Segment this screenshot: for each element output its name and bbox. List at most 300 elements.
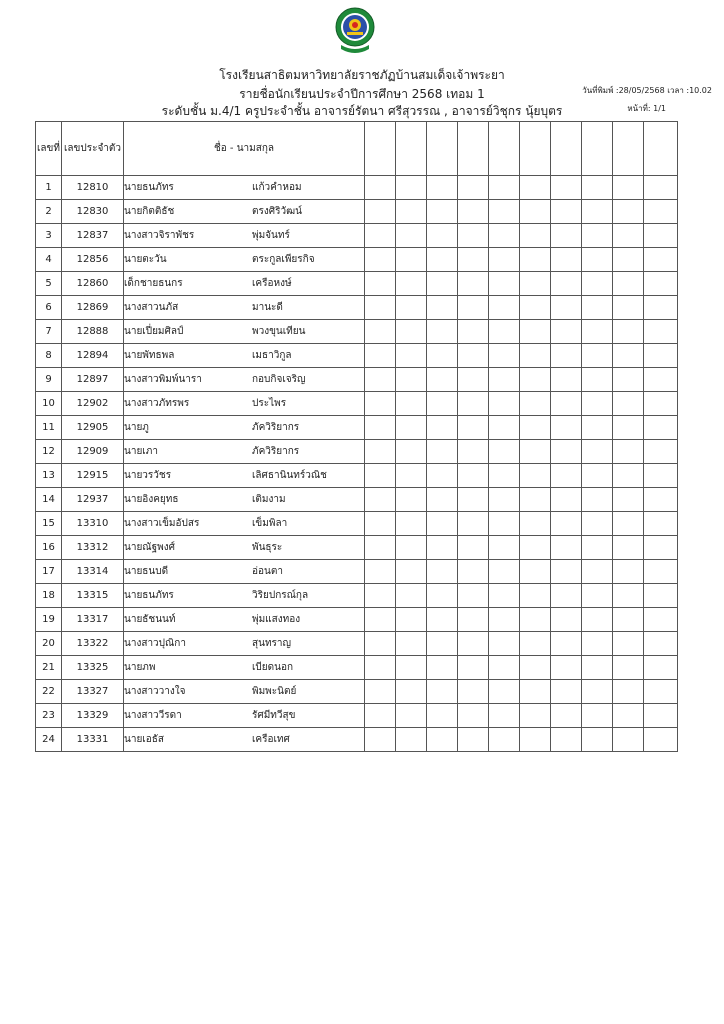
table-row bbox=[36, 488, 678, 512]
student-name bbox=[124, 416, 365, 440]
blank-cell bbox=[489, 488, 520, 512]
blank-cell bbox=[396, 224, 427, 248]
table-row bbox=[36, 392, 678, 416]
blank-cell bbox=[427, 296, 458, 320]
blank-cell bbox=[582, 224, 613, 248]
blank-cell bbox=[644, 560, 678, 584]
row-number: 23 bbox=[36, 704, 62, 728]
blank-cell bbox=[613, 248, 644, 272]
student-name bbox=[124, 512, 365, 536]
blank-cell bbox=[365, 272, 396, 296]
blank-cell bbox=[520, 464, 551, 488]
blank-cell bbox=[365, 512, 396, 536]
student-name bbox=[124, 248, 365, 272]
first-name: นางสาวนภัส bbox=[124, 302, 179, 313]
school-name: โรงเรียนสาธิตมหาวิทยาลัยราชภัฏบ้านสมเด็จเจ้าพระยา bbox=[219, 68, 505, 82]
last-name: แก้วคำหอม bbox=[252, 182, 302, 193]
blank-cell bbox=[427, 680, 458, 704]
blank-cell bbox=[520, 560, 551, 584]
student-id: 13331 bbox=[62, 728, 124, 752]
row-number: 3 bbox=[36, 224, 62, 248]
first-name: นายธนภัทร bbox=[124, 590, 174, 601]
row-number: 8 bbox=[36, 344, 62, 368]
blank-cell bbox=[427, 608, 458, 632]
class-info: ระดับชั้น ม.4/1 ครูประจำชั้น อาจารย์รัตนา ศรีสุวรรณ , อาจารย์วิชุกร นุ้ยบุตร bbox=[161, 104, 563, 118]
blank-cell bbox=[427, 632, 458, 656]
blank-cell bbox=[396, 368, 427, 392]
blank-cell bbox=[613, 560, 644, 584]
table-row bbox=[36, 248, 678, 272]
blank-cell bbox=[520, 344, 551, 368]
last-name: รัศมีทวีสุข bbox=[252, 710, 296, 721]
blank-cell bbox=[613, 704, 644, 728]
blank-cell bbox=[613, 488, 644, 512]
first-name: นายวรวัชร bbox=[124, 470, 172, 481]
student-name bbox=[124, 608, 365, 632]
blank-cell bbox=[396, 680, 427, 704]
table-row bbox=[36, 704, 678, 728]
blank-cell bbox=[551, 608, 582, 632]
table-row bbox=[36, 440, 678, 464]
blank-cell bbox=[427, 392, 458, 416]
blank-cell bbox=[644, 368, 678, 392]
blank-cell bbox=[644, 680, 678, 704]
student-name bbox=[124, 440, 365, 464]
student-id: 13325 bbox=[62, 656, 124, 680]
table-row bbox=[36, 296, 678, 320]
blank-cell bbox=[551, 392, 582, 416]
blank-cell bbox=[613, 464, 644, 488]
blank-cell bbox=[458, 536, 489, 560]
blank-cell bbox=[613, 512, 644, 536]
row-number: 14 bbox=[36, 488, 62, 512]
blank-cell bbox=[396, 248, 427, 272]
table-row bbox=[36, 320, 678, 344]
blank-cell bbox=[644, 608, 678, 632]
blank-cell bbox=[365, 608, 396, 632]
first-name: นายณัฐพงศ์ bbox=[124, 542, 175, 553]
last-name: ตระกูลเพียรกิจ bbox=[252, 254, 315, 265]
blank-cell bbox=[396, 344, 427, 368]
blank-cell bbox=[613, 632, 644, 656]
blank-cell bbox=[520, 440, 551, 464]
student-name bbox=[124, 176, 365, 200]
blank-cell bbox=[458, 176, 489, 200]
blank-cell bbox=[551, 656, 582, 680]
blank-cell bbox=[458, 680, 489, 704]
table-row bbox=[36, 200, 678, 224]
blank-cell bbox=[551, 488, 582, 512]
last-name: สุนทราญ bbox=[252, 638, 292, 649]
last-name: เมธาวิกูล bbox=[252, 350, 292, 361]
blank-cell bbox=[520, 248, 551, 272]
blank-cell bbox=[458, 512, 489, 536]
blank-cell bbox=[613, 416, 644, 440]
blank-cell bbox=[396, 392, 427, 416]
header-blank bbox=[427, 122, 458, 176]
header-name: ชื่อ - นามสกุล bbox=[124, 122, 365, 176]
blank-cell bbox=[489, 680, 520, 704]
first-name: นายธนภัทร bbox=[124, 182, 174, 193]
blank-cell bbox=[582, 704, 613, 728]
blank-cell bbox=[458, 728, 489, 752]
first-name: นางสาวจิราพัชร bbox=[124, 230, 195, 241]
blank-cell bbox=[613, 176, 644, 200]
blank-cell bbox=[582, 632, 613, 656]
blank-cell bbox=[582, 584, 613, 608]
blank-cell bbox=[365, 416, 396, 440]
table-row bbox=[36, 632, 678, 656]
blank-cell bbox=[582, 728, 613, 752]
blank-cell bbox=[365, 296, 396, 320]
student-id: 12810 bbox=[62, 176, 124, 200]
row-number: 24 bbox=[36, 728, 62, 752]
student-name bbox=[124, 368, 365, 392]
blank-cell bbox=[489, 248, 520, 272]
blank-cell bbox=[582, 560, 613, 584]
blank-cell bbox=[520, 272, 551, 296]
blank-cell bbox=[489, 704, 520, 728]
row-number: 2 bbox=[36, 200, 62, 224]
blank-cell bbox=[582, 656, 613, 680]
blank-cell bbox=[551, 464, 582, 488]
blank-cell bbox=[582, 176, 613, 200]
blank-cell bbox=[551, 320, 582, 344]
blank-cell bbox=[582, 272, 613, 296]
student-id: 13329 bbox=[62, 704, 124, 728]
student-id: 13312 bbox=[62, 536, 124, 560]
last-name: พุ่มจันทร์ bbox=[252, 230, 290, 241]
first-name: นายเอธัส bbox=[124, 734, 164, 745]
blank-cell bbox=[644, 512, 678, 536]
blank-cell bbox=[396, 488, 427, 512]
blank-cell bbox=[613, 536, 644, 560]
header-blank bbox=[644, 122, 678, 176]
blank-cell bbox=[427, 344, 458, 368]
student-id: 12830 bbox=[62, 200, 124, 224]
row-number: 22 bbox=[36, 680, 62, 704]
blank-cell bbox=[520, 200, 551, 224]
blank-cell bbox=[582, 536, 613, 560]
student-name bbox=[124, 464, 365, 488]
blank-cell bbox=[458, 392, 489, 416]
first-name: นายพัทธพล bbox=[124, 350, 175, 361]
blank-cell bbox=[458, 320, 489, 344]
blank-cell bbox=[458, 656, 489, 680]
blank-cell bbox=[551, 344, 582, 368]
last-name: เข็มพิลา bbox=[252, 518, 288, 529]
student-id: 12909 bbox=[62, 440, 124, 464]
blank-cell bbox=[582, 488, 613, 512]
student-name bbox=[124, 272, 365, 296]
blank-cell bbox=[644, 416, 678, 440]
blank-cell bbox=[551, 632, 582, 656]
blank-cell bbox=[582, 344, 613, 368]
blank-cell bbox=[427, 560, 458, 584]
row-number: 6 bbox=[36, 296, 62, 320]
blank-cell bbox=[365, 440, 396, 464]
blank-cell bbox=[520, 296, 551, 320]
blank-cell bbox=[489, 512, 520, 536]
blank-cell bbox=[613, 608, 644, 632]
row-number: 10 bbox=[36, 392, 62, 416]
blank-cell bbox=[520, 728, 551, 752]
first-name: นางสาววางใจ bbox=[124, 686, 186, 697]
blank-cell bbox=[551, 728, 582, 752]
student-name bbox=[124, 656, 365, 680]
first-name: นายภู bbox=[124, 422, 149, 433]
student-id: 12888 bbox=[62, 320, 124, 344]
blank-cell bbox=[489, 224, 520, 248]
table-row bbox=[36, 680, 678, 704]
blank-cell bbox=[551, 512, 582, 536]
student-name bbox=[124, 392, 365, 416]
student-name bbox=[124, 680, 365, 704]
blank-cell bbox=[489, 368, 520, 392]
blank-cell bbox=[427, 536, 458, 560]
row-number: 9 bbox=[36, 368, 62, 392]
header-blank bbox=[551, 122, 582, 176]
last-name: พวงขุนเทียน bbox=[252, 326, 306, 337]
blank-cell bbox=[582, 680, 613, 704]
blank-cell bbox=[489, 728, 520, 752]
blank-cell bbox=[613, 344, 644, 368]
blank-cell bbox=[458, 584, 489, 608]
blank-cell bbox=[458, 200, 489, 224]
blank-cell bbox=[582, 464, 613, 488]
student-name bbox=[124, 704, 365, 728]
last-name: เติมงาม bbox=[252, 494, 286, 505]
blank-cell bbox=[489, 320, 520, 344]
blank-cell bbox=[582, 608, 613, 632]
blank-cell bbox=[644, 584, 678, 608]
blank-cell bbox=[644, 656, 678, 680]
row-number: 4 bbox=[36, 248, 62, 272]
blank-cell bbox=[427, 320, 458, 344]
student-id: 13317 bbox=[62, 608, 124, 632]
table-row bbox=[36, 584, 678, 608]
blank-cell bbox=[582, 296, 613, 320]
blank-cell bbox=[613, 680, 644, 704]
blank-cell bbox=[520, 704, 551, 728]
first-name: นางสาวเข็มอัปสร bbox=[124, 518, 200, 529]
blank-cell bbox=[427, 512, 458, 536]
first-name: นายตะวัน bbox=[124, 254, 167, 265]
blank-cell bbox=[489, 296, 520, 320]
last-name: พันธุระ bbox=[252, 542, 283, 553]
blank-cell bbox=[365, 704, 396, 728]
blank-cell bbox=[365, 536, 396, 560]
blank-cell bbox=[551, 584, 582, 608]
blank-cell bbox=[520, 224, 551, 248]
header-blank bbox=[520, 122, 551, 176]
row-number: 19 bbox=[36, 608, 62, 632]
blank-cell bbox=[396, 272, 427, 296]
blank-cell bbox=[644, 176, 678, 200]
school-logo bbox=[335, 7, 375, 55]
blank-cell bbox=[520, 488, 551, 512]
student-id: 12897 bbox=[62, 368, 124, 392]
table-row bbox=[36, 728, 678, 752]
blank-cell bbox=[427, 224, 458, 248]
blank-cell bbox=[520, 536, 551, 560]
student-id: 12860 bbox=[62, 272, 124, 296]
blank-cell bbox=[582, 248, 613, 272]
blank-cell bbox=[365, 176, 396, 200]
last-name: พุ่มแสงทอง bbox=[252, 614, 301, 625]
student-id: 13327 bbox=[62, 680, 124, 704]
first-name: นางสาววีรดา bbox=[124, 710, 182, 721]
blank-cell bbox=[520, 320, 551, 344]
row-number: 20 bbox=[36, 632, 62, 656]
table-header-row bbox=[36, 122, 678, 176]
blank-cell bbox=[613, 440, 644, 464]
blank-cell bbox=[458, 464, 489, 488]
row-number: 21 bbox=[36, 656, 62, 680]
blank-cell bbox=[458, 272, 489, 296]
student-id: 13315 bbox=[62, 584, 124, 608]
list-title: รายชื่อนักเรียนประจำปีการศึกษา 2568 เทอม 1 bbox=[239, 87, 485, 101]
last-name: เลิศธานินทร์วณิช bbox=[252, 470, 327, 481]
header-no: เลขที่ bbox=[36, 122, 62, 176]
blank-cell bbox=[613, 320, 644, 344]
blank-cell bbox=[644, 536, 678, 560]
first-name: นายภพ bbox=[124, 662, 156, 673]
blank-cell bbox=[396, 440, 427, 464]
student-name bbox=[124, 536, 365, 560]
first-name: นายธนบดี bbox=[124, 566, 169, 577]
blank-cell bbox=[427, 440, 458, 464]
roster-body bbox=[36, 176, 678, 752]
student-name bbox=[124, 224, 365, 248]
blank-cell bbox=[613, 224, 644, 248]
table-row bbox=[36, 608, 678, 632]
row-number: 18 bbox=[36, 584, 62, 608]
blank-cell bbox=[365, 728, 396, 752]
last-name: วิริยปกรณ์กุล bbox=[252, 590, 309, 601]
blank-cell bbox=[644, 272, 678, 296]
blank-cell bbox=[613, 368, 644, 392]
blank-cell bbox=[365, 560, 396, 584]
blank-cell bbox=[551, 704, 582, 728]
blank-cell bbox=[551, 200, 582, 224]
blank-cell bbox=[489, 200, 520, 224]
first-name: นางสาวพิมพ์นารา bbox=[124, 374, 202, 385]
blank-cell bbox=[396, 584, 427, 608]
blank-cell bbox=[520, 608, 551, 632]
header-student-id: เลขประจำตัว bbox=[62, 122, 124, 176]
blank-cell bbox=[582, 440, 613, 464]
blank-cell bbox=[644, 224, 678, 248]
table-row bbox=[36, 560, 678, 584]
last-name: ภัควิริยากร bbox=[252, 446, 300, 457]
first-name: นายกิตติธัช bbox=[124, 206, 175, 217]
blank-cell bbox=[489, 560, 520, 584]
blank-cell bbox=[613, 656, 644, 680]
blank-cell bbox=[458, 344, 489, 368]
blank-cell bbox=[489, 464, 520, 488]
blank-cell bbox=[396, 632, 427, 656]
blank-cell bbox=[396, 704, 427, 728]
blank-cell bbox=[365, 632, 396, 656]
blank-cell bbox=[644, 464, 678, 488]
blank-cell bbox=[396, 296, 427, 320]
blank-cell bbox=[551, 224, 582, 248]
student-id: 12905 bbox=[62, 416, 124, 440]
student-id: 12856 bbox=[62, 248, 124, 272]
print-date: วันที่พิมพ์ :28/05/2568 เวลา :10.02 bbox=[582, 86, 712, 95]
blank-cell bbox=[520, 584, 551, 608]
blank-cell bbox=[644, 200, 678, 224]
blank-cell bbox=[396, 560, 427, 584]
blank-cell bbox=[396, 536, 427, 560]
blank-cell bbox=[396, 728, 427, 752]
blank-cell bbox=[365, 656, 396, 680]
blank-cell bbox=[427, 704, 458, 728]
blank-cell bbox=[489, 632, 520, 656]
blank-cell bbox=[489, 584, 520, 608]
blank-cell bbox=[365, 368, 396, 392]
header-blank bbox=[396, 122, 427, 176]
blank-cell bbox=[365, 392, 396, 416]
blank-cell bbox=[365, 464, 396, 488]
student-id: 12937 bbox=[62, 488, 124, 512]
last-name: เบียดนอก bbox=[252, 662, 294, 673]
row-number: 17 bbox=[36, 560, 62, 584]
blank-cell bbox=[458, 224, 489, 248]
blank-cell bbox=[365, 344, 396, 368]
blank-cell bbox=[582, 416, 613, 440]
blank-cell bbox=[520, 392, 551, 416]
table-row bbox=[36, 536, 678, 560]
last-name: มานะดี bbox=[252, 302, 283, 313]
blank-cell bbox=[644, 728, 678, 752]
blank-cell bbox=[489, 440, 520, 464]
blank-cell bbox=[489, 176, 520, 200]
blank-cell bbox=[458, 248, 489, 272]
blank-cell bbox=[489, 608, 520, 632]
blank-cell bbox=[427, 728, 458, 752]
last-name: เครือหงษ์ bbox=[252, 278, 292, 289]
blank-cell bbox=[582, 512, 613, 536]
blank-cell bbox=[613, 728, 644, 752]
first-name: นายเภา bbox=[124, 446, 158, 457]
student-id: 12915 bbox=[62, 464, 124, 488]
blank-cell bbox=[458, 632, 489, 656]
student-name bbox=[124, 320, 365, 344]
blank-cell bbox=[551, 416, 582, 440]
row-number: 13 bbox=[36, 464, 62, 488]
header-blank bbox=[489, 122, 520, 176]
blank-cell bbox=[396, 656, 427, 680]
blank-cell bbox=[551, 296, 582, 320]
blank-cell bbox=[365, 224, 396, 248]
blank-cell bbox=[458, 608, 489, 632]
blank-cell bbox=[644, 632, 678, 656]
blank-cell bbox=[489, 344, 520, 368]
blank-cell bbox=[489, 416, 520, 440]
blank-cell bbox=[644, 296, 678, 320]
student-id: 13310 bbox=[62, 512, 124, 536]
student-id: 13322 bbox=[62, 632, 124, 656]
student-name bbox=[124, 728, 365, 752]
student-id: 13314 bbox=[62, 560, 124, 584]
blank-cell bbox=[365, 248, 396, 272]
blank-cell bbox=[551, 680, 582, 704]
blank-cell bbox=[427, 656, 458, 680]
blank-cell bbox=[365, 320, 396, 344]
first-name: นางสาวปุณิกา bbox=[124, 638, 186, 649]
